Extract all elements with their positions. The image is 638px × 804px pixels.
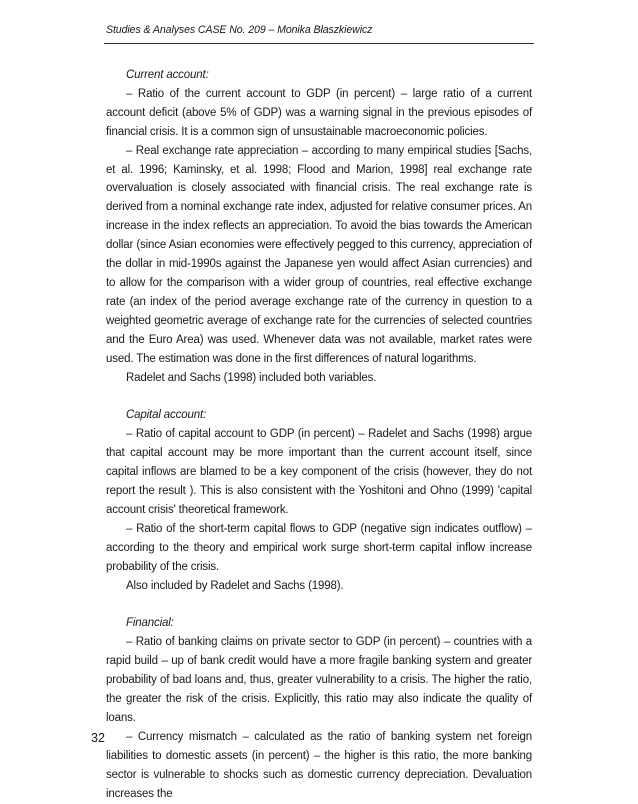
paragraph: – Real exchange rate appreciation – according to many empirical studies [Sachs, et al. 1996; Kaminsky, et al. 1998; Flood and Marion, 1998] real exchange rate overvaluation is closely associated with financial crisis. The real exchange rate is derived from a nominal exchange rate index, adjusted for relative consumer prices. An increase in the index reflects an appreciation. To avoid the bias towards the American dollar (since Asian economies were effectively pegged to this currency, appreciation of the dollar in mid-1990s against the Japanese yen would affect Asian currencies) and to allow for the comparison with a wider group of countries, real effective exchange rate (an index of the period average exchange rate of the currency in question to a weighted geometric average of exchange rate for the currencies of selected countries and the Euro Area) was used. Whenever data was not available, market rates were used. The estimation was done in the first differences of natural logarithms. — [106, 144, 532, 365]
page-number: 32 — [91, 731, 105, 745]
paragraph: – Ratio of banking claims on private sector to GDP (in percent) – countries with a rapid build – up of bank credit would have a more fragile banking system and greater probability of bad loans and, thus, greater vulnerability to a crisis. The higher the ratio, the greater the risk of the crisis. Explicitly, this ratio may also indicate the quality of loans. — [106, 636, 532, 724]
paragraph: – Ratio of the current account to GDP (in percent) – large ratio of a current account deficit (above 5% of GDP) was a warning signal in the previous episodes of financial crisis. It is a common sign of unsustainable macroeconomic policies. — [106, 87, 532, 138]
paragraph: – Currency mismatch – calculated as the ratio of banking system net foreign liabilities to domestic assets (in percent) – the higher is this ratio, the more banking sector is vulnerable to shocks such as domestic currency depreciation. Devaluation increases the — [106, 730, 532, 800]
section-title-capital-account: Capital account: — [126, 409, 207, 422]
paragraph: – Ratio of the short-term capital flows to GDP (negative sign indicates outflow) – according to the theory and empirical work surge short-term capital inflow increase probability of the crisis. — [106, 522, 532, 573]
paragraph: Radelet and Sachs (1998) included both variables. — [126, 371, 377, 384]
running-header: Studies & Analyses CASE No. 209 – Monika Błaszkiewicz — [106, 24, 373, 36]
paragraph: – Ratio of capital account to GDP (in percent) – Radelet and Sachs (1998) argue that capital account may be more important than the current account itself, since capital inflows are blamed to be a key component of the crisis (however, they do not report the result ). This is also consistent with the Yoshitoni and Ohno (1999) 'capital account crisis' theoretical framework. — [106, 428, 532, 516]
section-gap — [106, 387, 532, 406]
section-title-current-account: Current account: — [126, 69, 209, 81]
page-body — [106, 66, 532, 804]
header-rule — [104, 43, 534, 44]
section-title-financial: Financial: — [126, 617, 174, 630]
section-gap — [106, 595, 532, 614]
paragraph: Also included by Radelet and Sachs (1998). — [126, 579, 344, 592]
